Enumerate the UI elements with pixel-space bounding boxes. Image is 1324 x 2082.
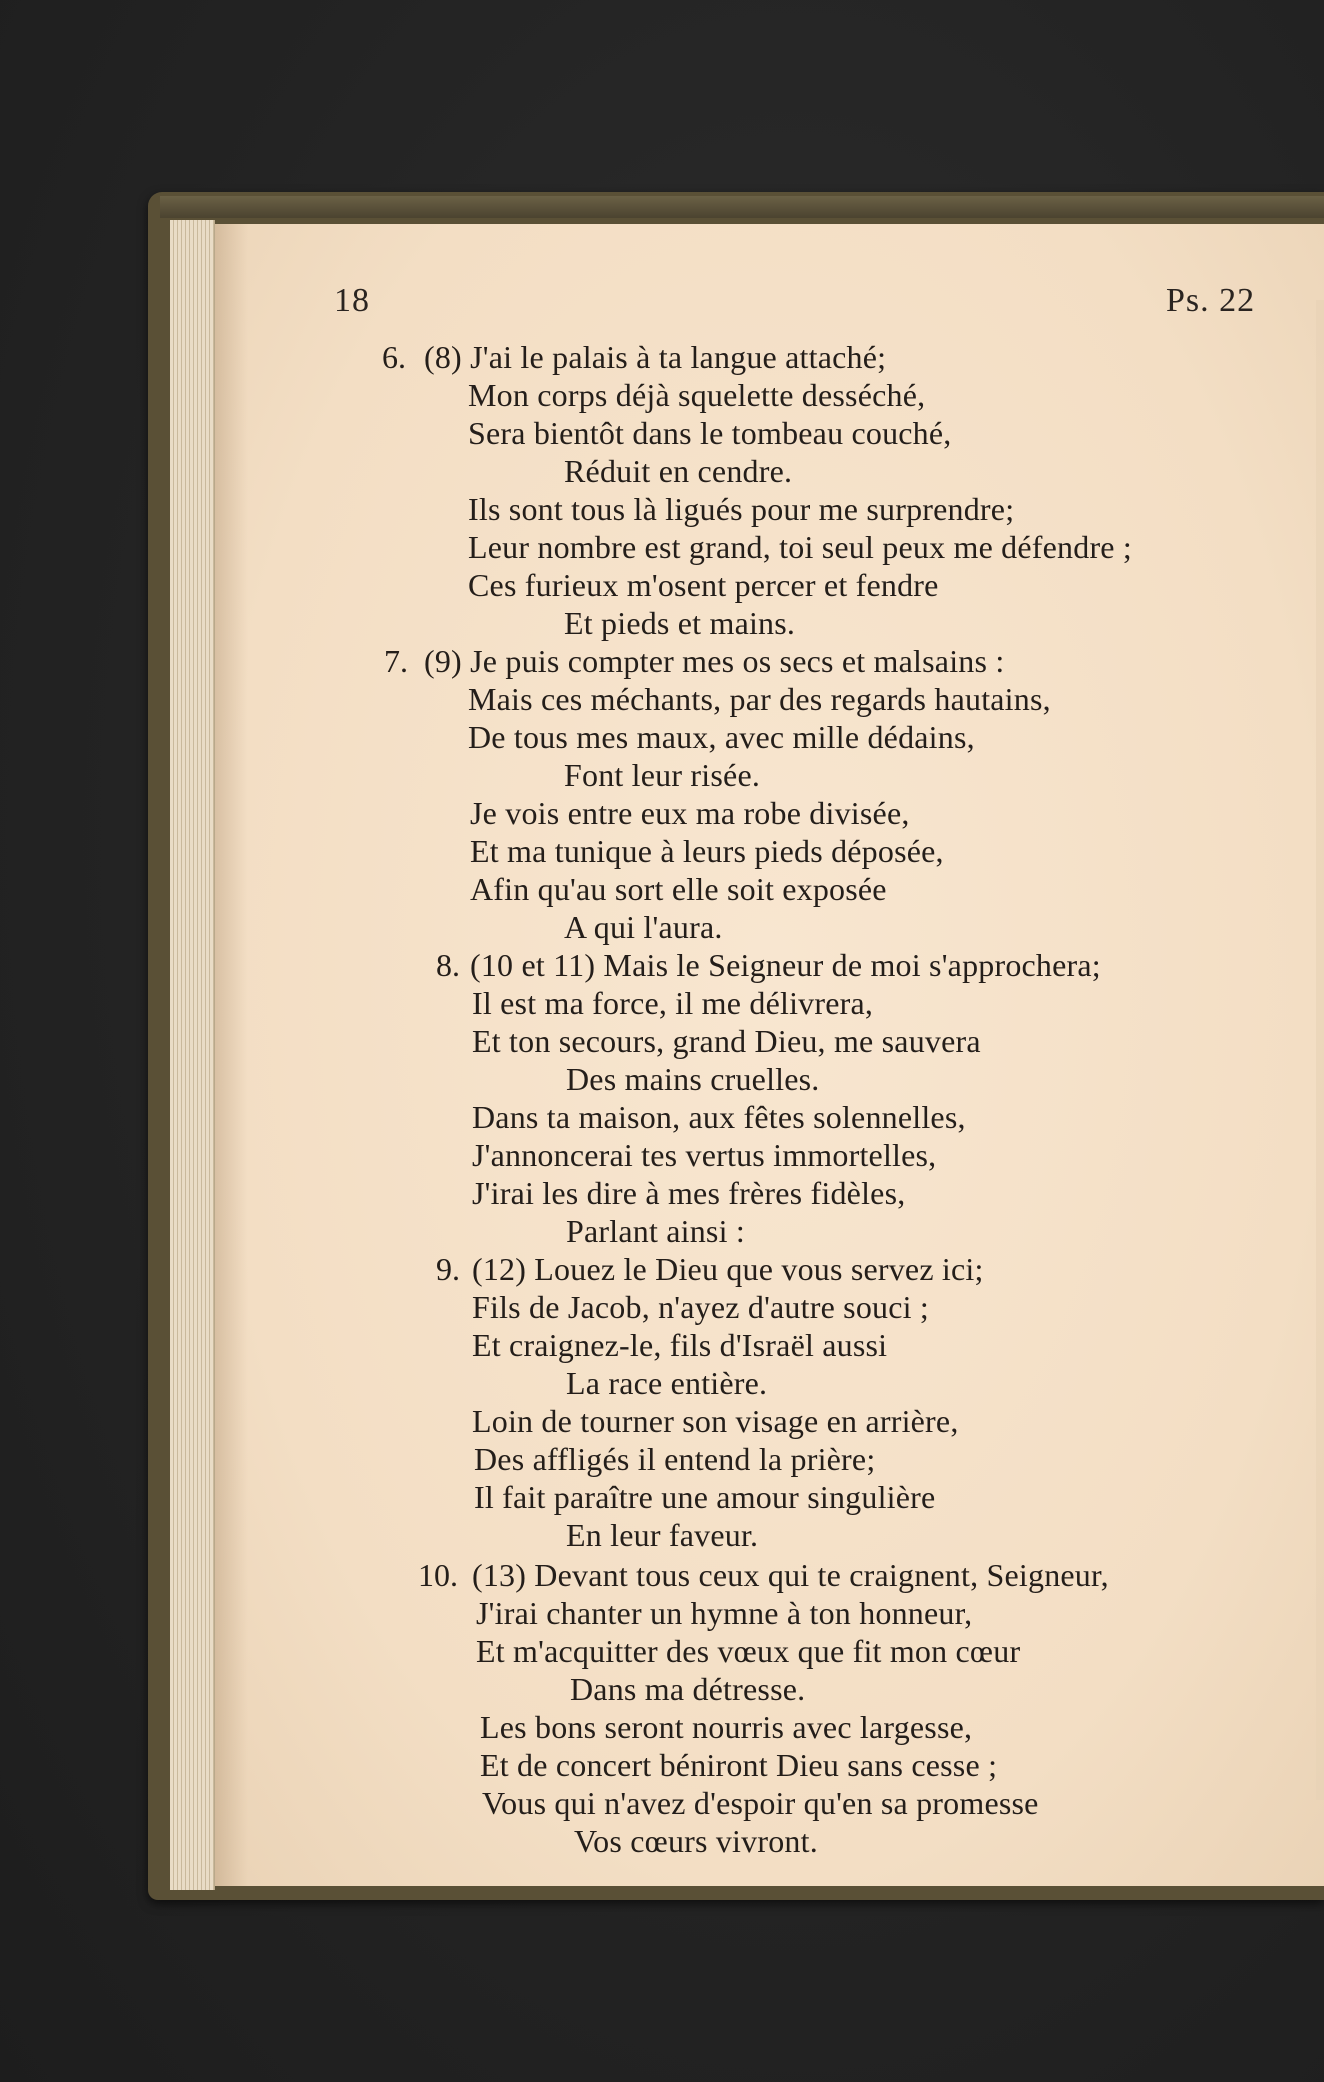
verse-line: J'annoncerai tes vertus immortelles, <box>472 1137 937 1173</box>
verse-line: J'irai chanter un hymne à ton honneur, <box>476 1595 973 1631</box>
stanza-number: 10. <box>418 1557 458 1593</box>
verse-line: (10 et 11) Mais le Seigneur de moi s'approchera; <box>470 947 1101 983</box>
verse-line: Vos cœurs vivront. <box>574 1823 818 1859</box>
verse-line: Et pieds et mains. <box>564 605 796 641</box>
verse-line: A qui l'aura. <box>564 909 723 945</box>
verse-line: (13) Devant tous ceux qui te craignent, Seigneur, <box>472 1557 1109 1593</box>
verse-line: Parlant ainsi : <box>566 1213 745 1249</box>
stanza-number: 9. <box>436 1251 460 1287</box>
verse-line: Réduit en cendre. <box>564 453 793 489</box>
verse-line: (9) Je puis compter mes os secs et malsains : <box>424 643 1005 679</box>
running-head: Ps. 22 <box>1166 282 1256 319</box>
page-edges <box>170 220 215 1890</box>
verse-line: Il fait paraître une amour singulière <box>474 1479 936 1515</box>
stanza-number: 8. <box>436 947 460 983</box>
verse-line: Font leur risée. <box>564 757 761 793</box>
verse-line: Et craignez-le, fils d'Israël aussi <box>472 1327 888 1363</box>
verse-line: Des affligés il entend la prière; <box>474 1441 876 1477</box>
verse-line: Des mains cruelles. <box>566 1061 820 1097</box>
verse-line: Il est ma force, il me délivrera, <box>472 985 874 1021</box>
verse-line: De tous mes maux, avec mille dédains, <box>468 719 975 755</box>
verse-line: Je vois entre eux ma robe divisée, <box>470 795 910 831</box>
spine-shadow <box>212 224 248 1886</box>
verse-line: Et de concert béniront Dieu sans cesse ; <box>480 1747 998 1783</box>
verse-line: (12) Louez le Dieu que vous servez ici; <box>472 1251 984 1287</box>
verse-line: (8) J'ai le palais à ta langue attaché; <box>424 339 887 375</box>
stanza-number: 7. <box>384 643 408 679</box>
verse-line: Fils de Jacob, n'ayez d'autre souci ; <box>472 1289 930 1325</box>
verse-line: Les bons seront nourris avec largesse, <box>480 1709 973 1745</box>
stanza-number: 6. <box>382 339 406 375</box>
verse-line: Dans ta maison, aux fêtes solennelles, <box>472 1099 966 1135</box>
verse-line: Vous qui n'avez d'espoir qu'en sa promesse <box>482 1785 1039 1821</box>
verse-line: En leur faveur. <box>566 1517 759 1553</box>
verse-line: Et ma tunique à leurs pieds déposée, <box>470 833 944 869</box>
cover-top-edge <box>160 196 1324 218</box>
verse-line: Sera bientôt dans le tombeau couché, <box>468 415 952 451</box>
verse-line: Mais ces méchants, par des regards hautains, <box>468 681 1051 717</box>
verse-line: Dans ma détresse. <box>570 1671 806 1707</box>
verse-line: Loin de tourner son visage en arrière, <box>472 1403 959 1439</box>
verse-line: Et ton secours, grand Dieu, me sauvera <box>472 1023 981 1059</box>
verse-line: Ces furieux m'osent percer et fendre <box>468 567 939 603</box>
verse-line: Leur nombre est grand, toi seul peux me défendre ; <box>468 529 1132 565</box>
verse-line: J'irai les dire à mes frères fidèles, <box>472 1175 906 1211</box>
verse-line: Ils sont tous là ligués pour me surprendre; <box>468 491 1015 527</box>
page-number: 18 <box>334 282 370 319</box>
verse-line: La race entière. <box>566 1365 768 1401</box>
next-page-edge <box>1316 300 1324 1800</box>
verse-line: Et m'acquitter des vœux que fit mon cœur <box>476 1633 1021 1669</box>
verse-line: Afin qu'au sort elle soit exposée <box>470 871 887 907</box>
verse-line: Mon corps déjà squelette desséché, <box>468 377 926 413</box>
